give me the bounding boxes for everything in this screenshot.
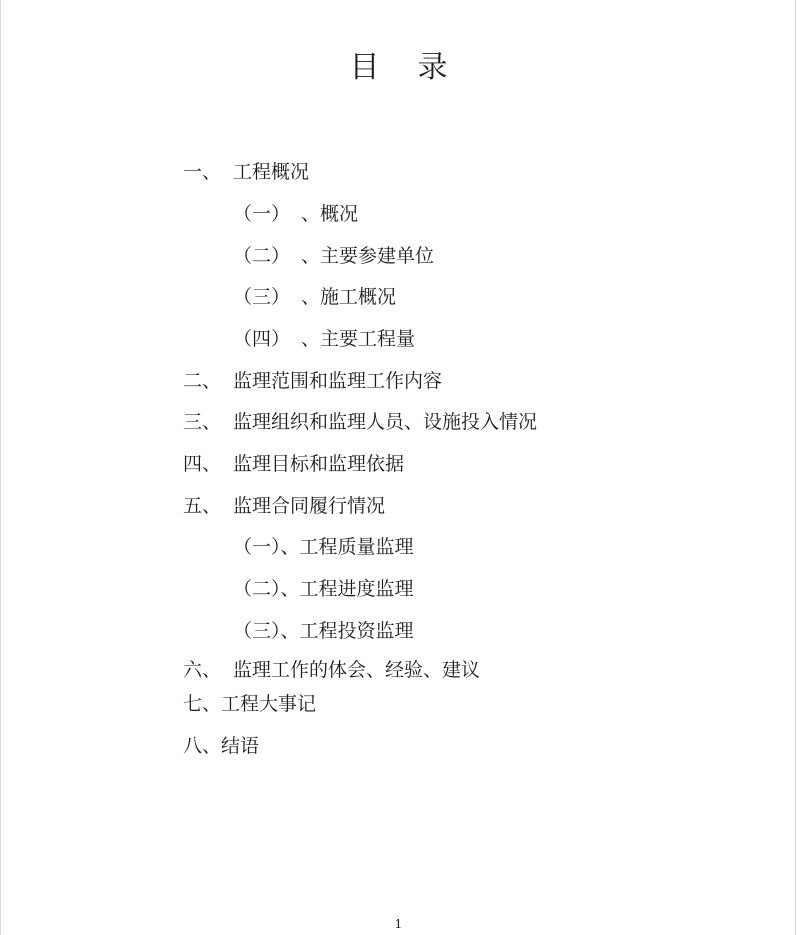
toc-item-number: 六、 [183,659,222,681]
toc-item-label: 工程概况 [233,161,310,183]
title-char-2: 录 [417,50,448,85]
toc-item-1-3[interactable] [233,286,396,308]
toc-item-number: 三、 [183,411,222,433]
title-char-1: 目 [349,50,380,85]
toc-item-label: 监理组织和监理人员、设施投入情况 [233,411,538,433]
toc-item-1[interactable] [183,161,309,183]
toc-item-5-2[interactable] [233,578,414,600]
toc-item-number: 四、 [183,453,222,475]
toc-item-label: 八、结语 [183,735,260,757]
toc-item-5[interactable] [183,495,385,517]
toc-item-1-1[interactable] [233,203,358,225]
toc-item-number: 二、 [183,370,222,392]
toc-item-8[interactable] [183,735,259,757]
toc-item-4[interactable] [183,453,404,475]
toc-item-7[interactable] [183,693,316,715]
toc-item-number: 五、 [183,495,222,517]
toc-item-label: 、概况 [301,203,359,225]
toc-item-1-4[interactable] [233,328,415,350]
toc-item-number: （二） [233,245,291,267]
toc-item-3[interactable] [183,411,537,433]
toc-item-label: 监理工作的体会、经验、建议 [233,659,481,681]
toc-item-label: 监理范围和监理工作内容 [233,370,443,392]
toc-item-6[interactable] [183,659,480,681]
page-title [0,42,797,86]
toc-item-label: 监理合同履行情况 [233,495,386,517]
toc-item-label: 七、工程大事记 [183,693,317,715]
toc-item-number: 一、 [183,161,222,183]
toc-item-5-1[interactable] [233,536,414,558]
toc-item-1-2[interactable] [233,245,434,267]
toc-item-label: 、主要参建单位 [301,245,435,267]
toc-item-label: 监理目标和监理依据 [233,453,405,475]
toc-item-number: （一） [233,203,291,225]
toc-item-number: （三） [233,286,291,308]
toc-item-5-3[interactable] [233,620,414,642]
toc-item-label: 、施工概况 [301,286,397,308]
page-number: 1 [394,917,403,931]
toc-item-2[interactable] [183,370,442,392]
toc-item-number: （四） [233,328,291,350]
toc-item-label: （一）、工程质量监理 [233,536,414,558]
toc-item-label: （二）、工程进度监理 [233,578,414,600]
toc-item-label: 、主要工程量 [301,328,416,350]
toc-item-label: （三）、工程投资监理 [233,620,414,642]
